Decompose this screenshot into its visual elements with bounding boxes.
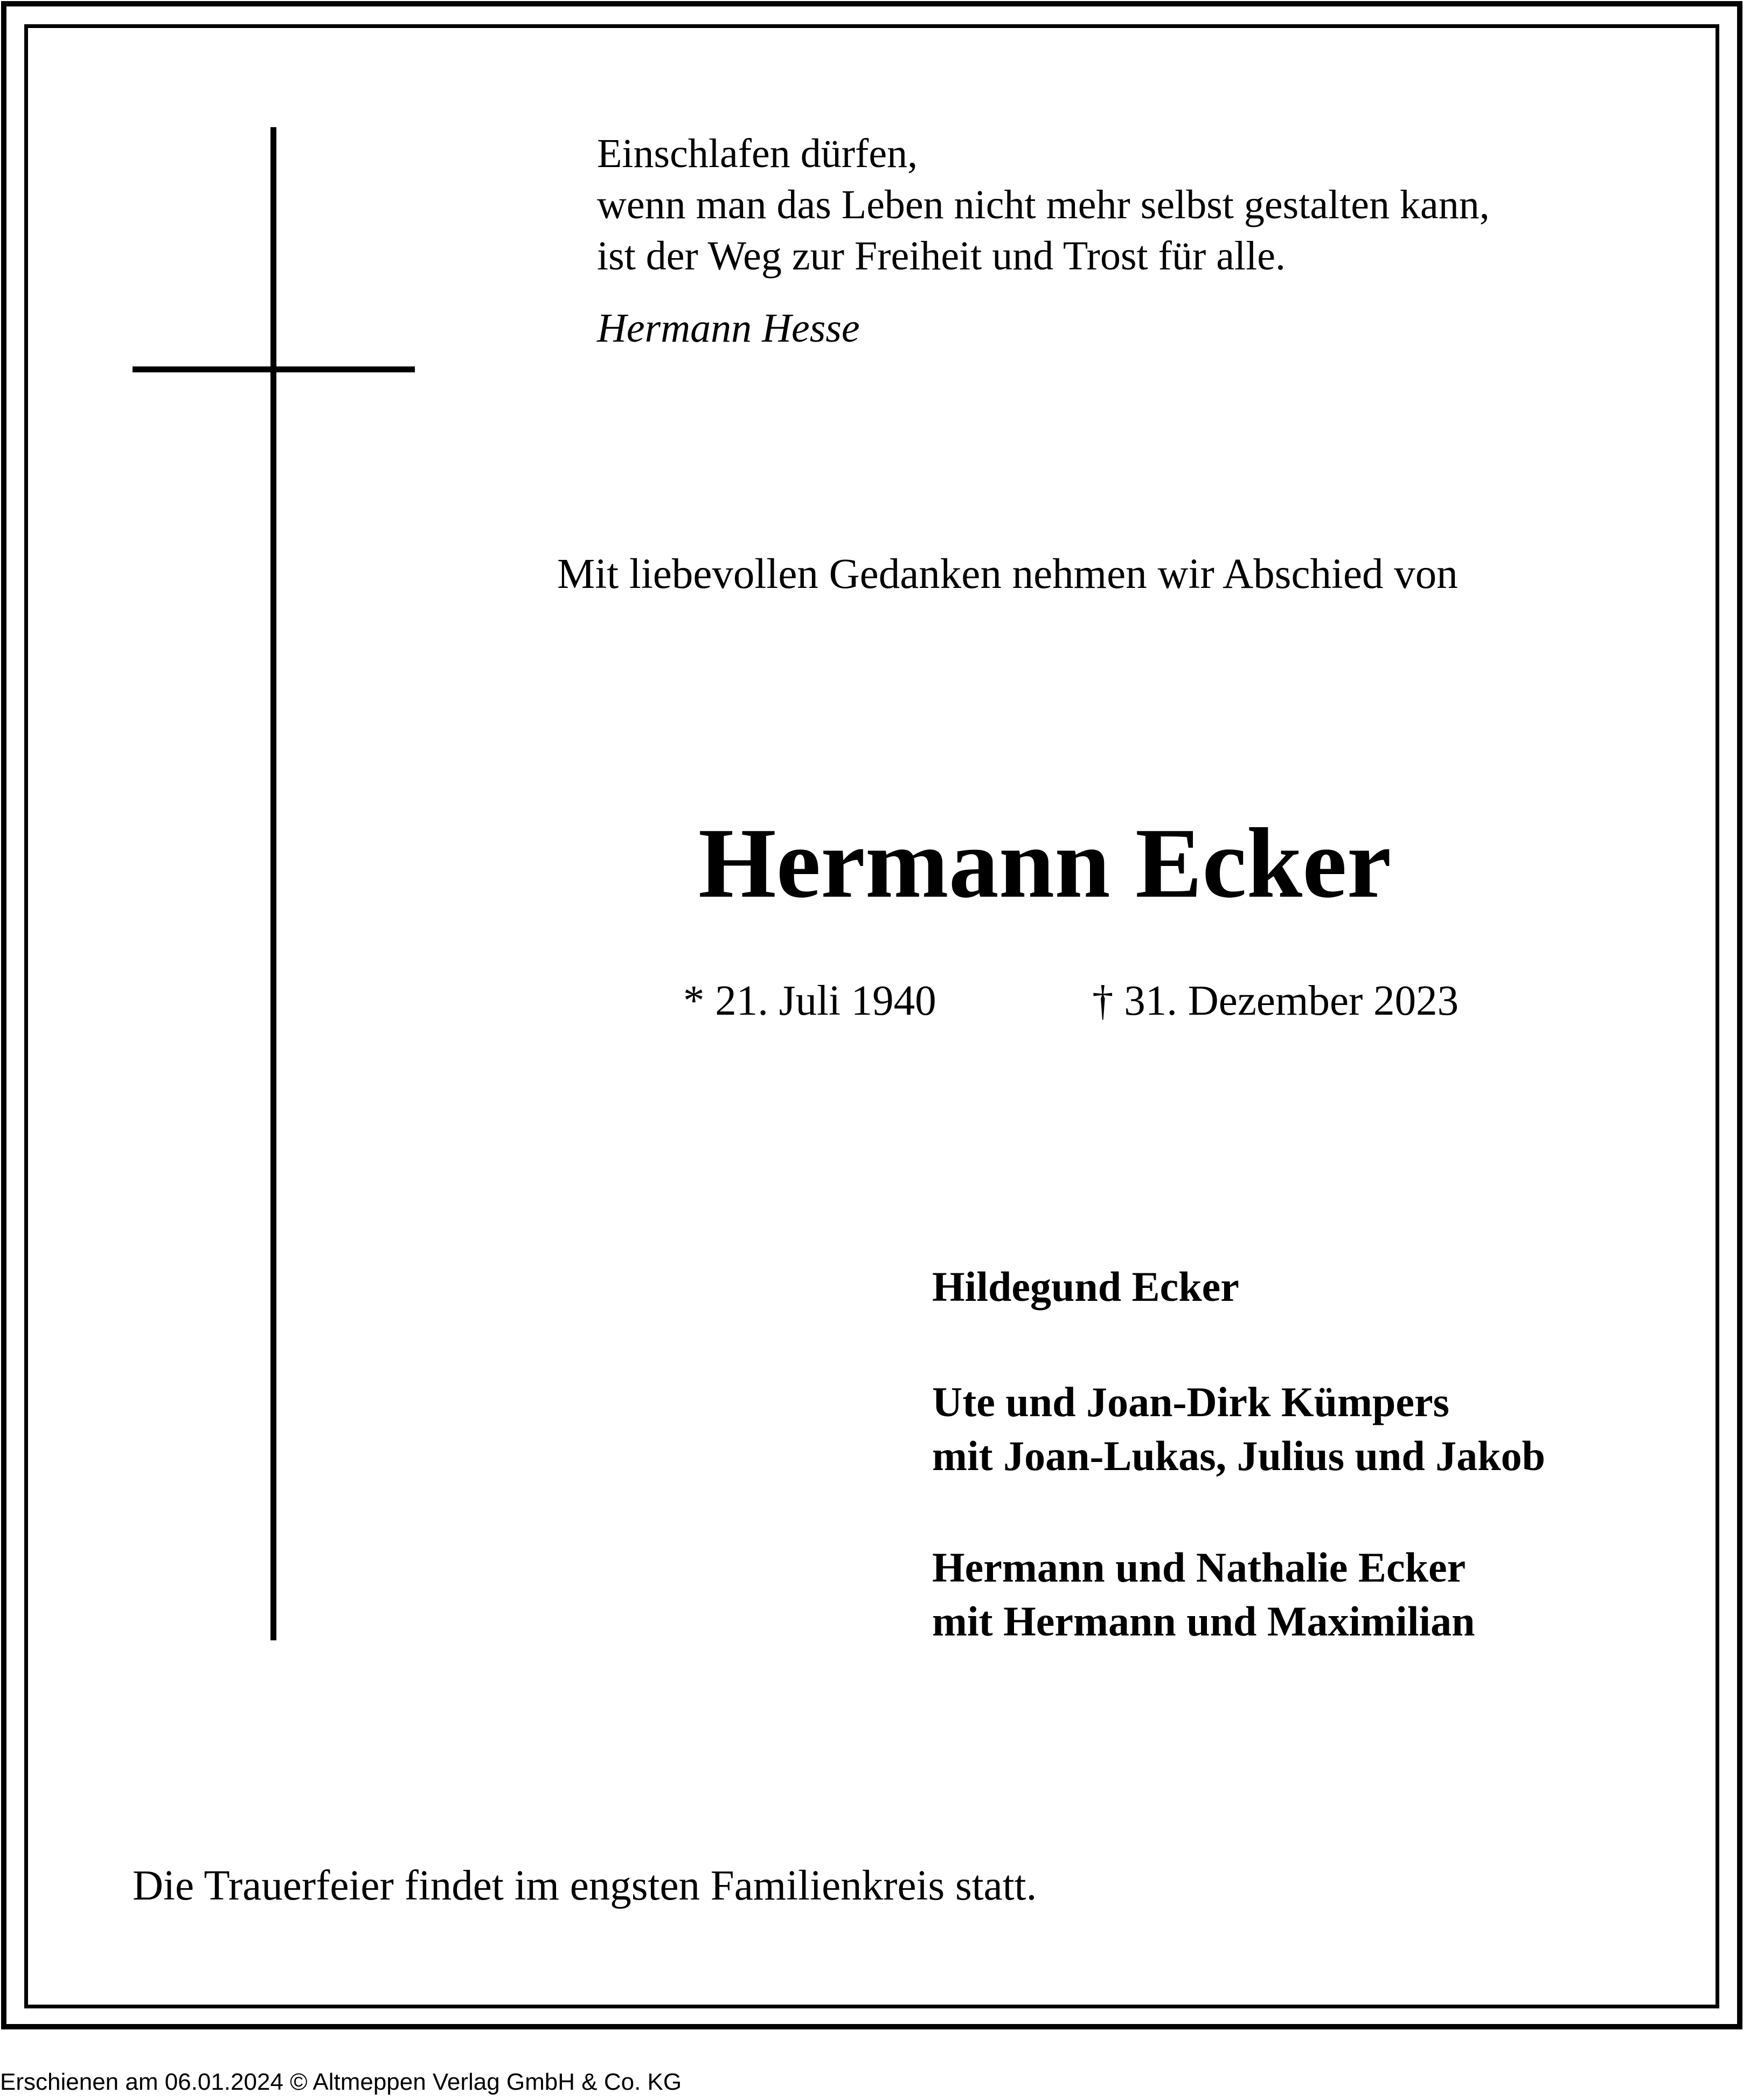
death-date: † 31. Dezember 2023 (1092, 978, 1459, 1024)
mourner-line: Hildegund Ecker (932, 1263, 1239, 1310)
cross-icon (270, 127, 276, 1640)
deceased-name: Hermann Ecker (698, 808, 1392, 919)
quote-author: Hermann Hesse (597, 306, 860, 351)
mourner-line: mit Hermann und Maximilian (932, 1598, 1475, 1645)
mourner-line: mit Joan-Lukas, Julius und Jakob (932, 1432, 1545, 1479)
service-note: Die Trauerfeier findet im engsten Familienkreis statt. (133, 1862, 1037, 1909)
quote-line: ist der Weg zur Freiheit und Trost für alle. (597, 233, 1286, 279)
quote-line: wenn man das Leben nicht mehr selbst gestalten kann, (597, 182, 1490, 227)
mourner-line: Ute und Joan-Dirk Kümpers (932, 1378, 1449, 1425)
quote (597, 128, 1490, 282)
quote-line: Einschlafen dürfen, (597, 131, 918, 176)
publication-footer: Erschienen am 06.01.2024 © Altmeppen Verlag GmbH & Co. KG (0, 2069, 682, 2095)
mourner-line: Hermann und Nathalie Ecker (932, 1544, 1466, 1591)
intro-text: Mit liebevollen Gedanken nehmen wir Abschied von (557, 551, 1458, 598)
mourner-group (932, 1541, 1475, 1648)
birth-date: * 21. Juli 1940 (683, 978, 936, 1024)
cross-crossbar (133, 366, 415, 372)
mourner-group (932, 1260, 1239, 1314)
mourner-group (932, 1375, 1545, 1483)
